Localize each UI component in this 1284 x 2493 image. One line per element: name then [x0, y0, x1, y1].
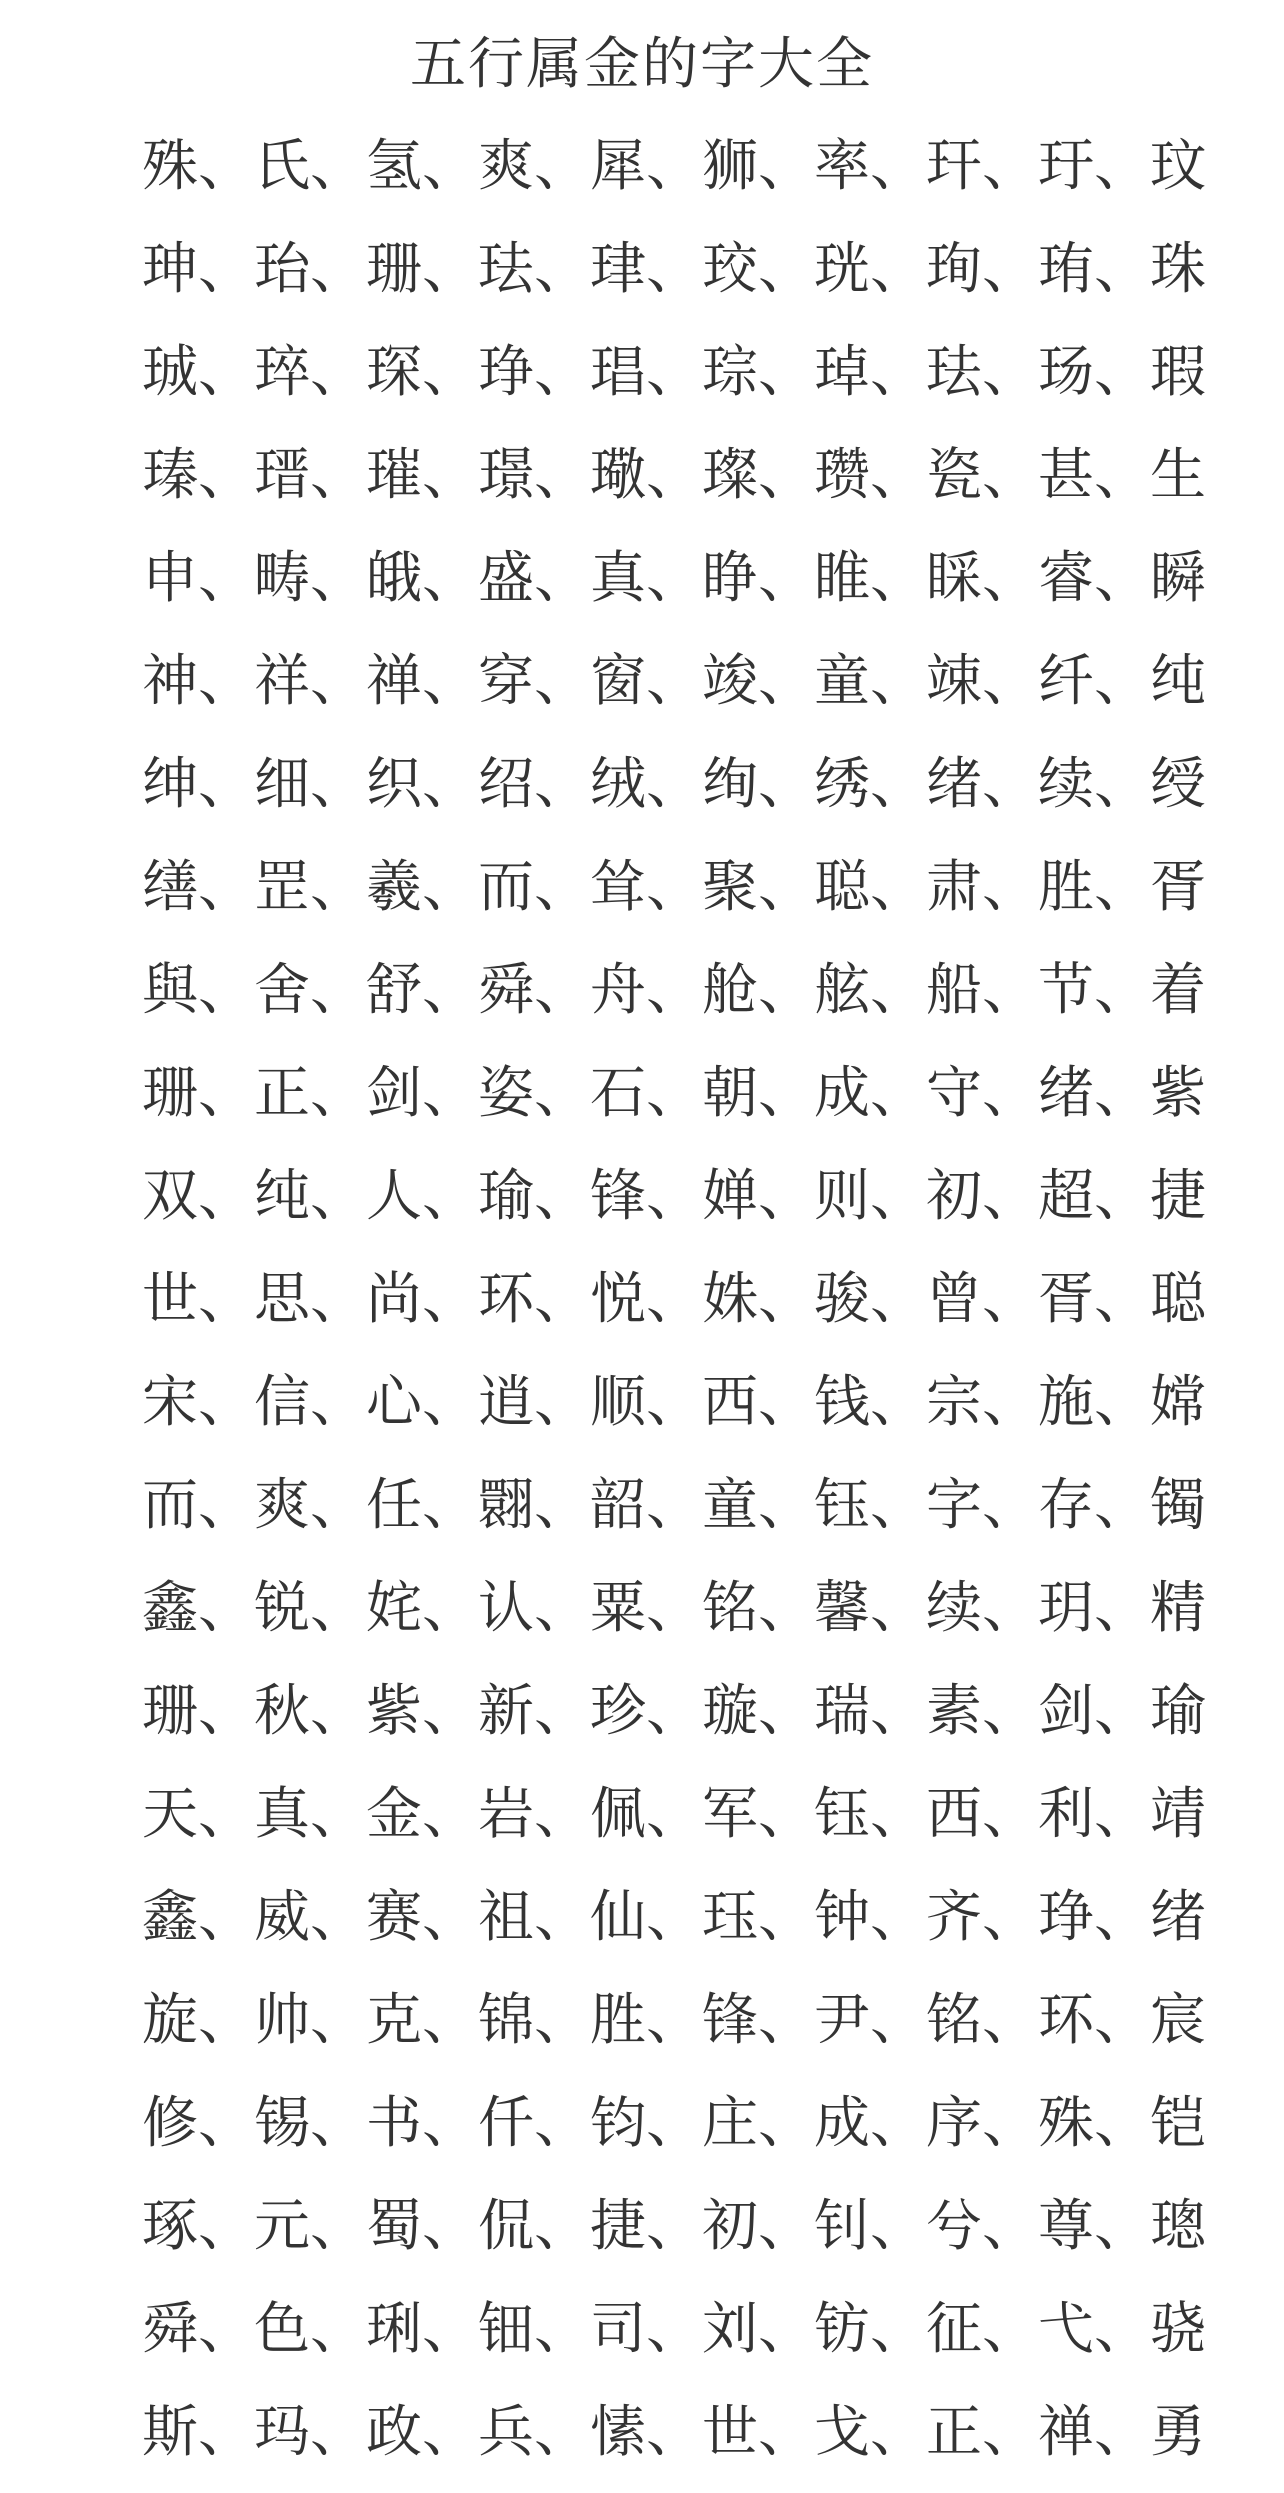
- character-item: 神、: [142, 649, 254, 714]
- character-row: [142, 2381, 1206, 2484]
- character-item: 绪: [1150, 1885, 1206, 1950]
- character-item: 绪、: [926, 752, 1038, 817]
- character-item: 玥、: [1038, 1576, 1150, 1641]
- character-item: 生: [1150, 443, 1206, 508]
- character-item: 骁: [1150, 2297, 1206, 2362]
- character-item: 耸、: [590, 855, 702, 920]
- character-item: 禅、: [1038, 2400, 1150, 2465]
- character-item: 瑨、: [254, 443, 366, 508]
- character-item: 聚、: [702, 855, 814, 920]
- character-item: 成、: [814, 2091, 926, 2156]
- character-item: 尚、: [366, 1267, 478, 1332]
- character-item: 竣、: [702, 649, 814, 714]
- character-item: 弋、: [1038, 2297, 1150, 2362]
- character-item: 珣、: [926, 237, 1038, 302]
- character-item: 禅、: [366, 649, 478, 714]
- character-item: 剑、: [1038, 1679, 1150, 1744]
- character-item: 思、: [254, 1267, 366, 1332]
- character-row: [142, 527, 1206, 630]
- character-item: 绶: [1150, 752, 1206, 817]
- character-item: 罡、: [254, 855, 366, 920]
- character-item: 胜、: [590, 1988, 702, 2053]
- character-item: 捷、: [590, 2194, 702, 2259]
- character-item: 守、: [926, 1061, 1038, 1126]
- character-item: 色、: [254, 2297, 366, 2362]
- character-item: 玛、: [254, 2400, 366, 2465]
- character-row: [142, 1351, 1206, 1454]
- character-row: [142, 2072, 1206, 2175]
- character-item: 骏、: [814, 1267, 926, 1332]
- character-row: [142, 733, 1206, 836]
- character-list: [142, 115, 1206, 2484]
- character-item: 宸: [1150, 1988, 1206, 2053]
- character-item: 绪、: [1038, 1061, 1150, 1126]
- character-item: 绒、: [590, 752, 702, 817]
- character-item: 宗、: [926, 1370, 1038, 1435]
- character-item: 初、: [702, 2194, 814, 2259]
- character-item: 竦、: [926, 649, 1038, 714]
- character-item: 琮、: [702, 340, 814, 405]
- character-item: 金、: [366, 1782, 478, 1847]
- character-item: 靖: [1150, 1782, 1206, 1847]
- character-item: 素、: [926, 1679, 1038, 1744]
- character-item: 胥: [1150, 855, 1206, 920]
- character-item: 聪、: [814, 855, 926, 920]
- character-item: 璨、: [702, 443, 814, 508]
- character-item: 侃、: [478, 2194, 590, 2259]
- character-item: 睢、: [814, 546, 926, 611]
- character-item: 珐、: [478, 237, 590, 302]
- character-item: 珆、: [254, 237, 366, 302]
- character-item: 仙、: [590, 1885, 702, 1950]
- character-item: 纯: [1150, 649, 1206, 714]
- character-item: 琍、: [366, 2297, 478, 2362]
- character-item: 睁、: [702, 546, 814, 611]
- character-item: 尹、: [814, 1988, 926, 2053]
- character-item: 爽、: [478, 134, 590, 199]
- character-item: 齐、: [926, 1885, 1038, 1950]
- character-item: 戈、: [814, 2400, 926, 2465]
- character-item: 申、: [142, 546, 254, 611]
- character-item: 兵、: [478, 2400, 590, 2465]
- character-item: 瞬: [1150, 546, 1206, 611]
- character-item: 肃、: [926, 855, 1038, 920]
- page-title: 五行属金的字大全: [410, 32, 874, 97]
- character-item: 韶、: [590, 1473, 702, 1538]
- character-item: 童、: [814, 649, 926, 714]
- character-item: 朝、: [702, 1061, 814, 1126]
- character-item: 愫、: [590, 2400, 702, 2465]
- character-item: 绅、: [142, 752, 254, 817]
- character-row: [142, 1763, 1206, 1866]
- character-item: 羲、: [366, 855, 478, 920]
- character-item: 利、: [1038, 1782, 1150, 1847]
- character-item: 珛、: [1038, 237, 1150, 302]
- character-item: 钧、: [590, 2091, 702, 2156]
- character-item: 着: [1150, 958, 1206, 1023]
- character-item: 环、: [478, 1267, 590, 1332]
- character-item: 克、: [366, 1988, 478, 2053]
- character-item: 认、: [478, 1576, 590, 1641]
- character-item: 琗、: [254, 340, 366, 405]
- character-item: 铭、: [926, 1988, 1038, 2053]
- character-item: 人、: [366, 1164, 478, 1229]
- character-row: [142, 1660, 1206, 1763]
- character-item: 珹、: [142, 340, 254, 405]
- character-item: 珐、: [926, 340, 1038, 405]
- character-item: 琤、: [478, 340, 590, 405]
- character-item: 胥、: [1038, 1267, 1150, 1332]
- character-row: [142, 115, 1206, 218]
- character-item: 珅、: [142, 237, 254, 302]
- character-item: 嫦: [1150, 1370, 1206, 1435]
- character-item: 双、: [142, 1164, 254, 1229]
- character-item: 续、: [1038, 752, 1150, 817]
- character-item: 锋、: [702, 1988, 814, 2053]
- character-item: 粟、: [590, 1576, 702, 1641]
- character-item: 穿、: [478, 649, 590, 714]
- character-item: 琛、: [366, 340, 478, 405]
- character-item: 绚、: [702, 752, 814, 817]
- character-item: 婵、: [702, 1164, 814, 1229]
- character-item: 织、: [366, 752, 478, 817]
- character-item: 正、: [254, 1061, 366, 1126]
- character-item: 舜、: [478, 958, 590, 1023]
- character-item: 胜、: [1038, 855, 1150, 920]
- character-item: 续、: [926, 1576, 1038, 1641]
- character-item: 心、: [366, 1370, 478, 1435]
- character-item: 珊、: [366, 237, 478, 302]
- character-item: 瑜: [1150, 1679, 1206, 1744]
- character-item: 刘、: [702, 2297, 814, 2362]
- character-item: 璟、: [478, 443, 590, 508]
- character-item: 细、: [254, 752, 366, 817]
- character-item: 钟、: [814, 1885, 926, 1950]
- character-item: 秋、: [254, 1679, 366, 1744]
- character-item: 睿、: [1038, 546, 1150, 611]
- character-item: 石、: [590, 1061, 702, 1126]
- character-item: 真、: [254, 1782, 366, 1847]
- character-item: 姹、: [366, 1576, 478, 1641]
- character-item: 钰、: [814, 1782, 926, 1847]
- character-item: 司、: [590, 2297, 702, 2362]
- character-item: 序、: [926, 2091, 1038, 2156]
- character-item: 纯、: [254, 1164, 366, 1229]
- character-item: 珖、: [814, 237, 926, 302]
- character-item: 环、: [1038, 1988, 1150, 2053]
- character-item: 西、: [926, 1782, 1038, 1847]
- character-item: 瑧、: [142, 443, 254, 508]
- character-item: 舱、: [702, 958, 814, 1023]
- character-item: 佩、: [590, 1782, 702, 1847]
- character-item: 修、: [142, 2091, 254, 2156]
- character-item: 率、: [814, 134, 926, 199]
- character-item: 铠: [1150, 2091, 1206, 2156]
- character-item: 政、: [366, 2400, 478, 2465]
- character-item: 甚、: [1038, 443, 1150, 508]
- character-item: 爽、: [254, 1473, 366, 1538]
- character-item: 姿、: [478, 1061, 590, 1126]
- character-item: 舍、: [254, 958, 366, 1023]
- character-item: 祥、: [254, 649, 366, 714]
- character-item: 缮、: [142, 855, 254, 920]
- character-item: 舜、: [142, 2297, 254, 2362]
- character-item: 玗、: [1038, 134, 1150, 199]
- character-item: 瑜、: [478, 1164, 590, 1229]
- character-item: 镯: [1150, 1473, 1206, 1538]
- character-row: [142, 1969, 1206, 2072]
- character-item: 旋、: [142, 1988, 254, 2053]
- character-item: 钰、: [814, 1473, 926, 1538]
- character-row: [142, 2278, 1206, 2381]
- character-item: 舒、: [366, 958, 478, 1023]
- character-item: 锐、: [254, 1576, 366, 1641]
- character-item: 威、: [254, 1885, 366, 1950]
- character-item: 钊、: [814, 2194, 926, 2259]
- character-item: 兮、: [926, 2194, 1038, 2259]
- character-item: 紫、: [366, 1679, 478, 1744]
- character-item: 帅、: [254, 1988, 366, 2053]
- character-item: 珊、: [142, 1061, 254, 1126]
- character-item: 正、: [926, 2400, 1038, 2465]
- character-item: 殊、: [142, 134, 254, 199]
- character-item: 则、: [814, 1164, 926, 1229]
- character-item: 尊、: [1038, 2194, 1150, 2259]
- character-row: [142, 1145, 1206, 1248]
- character-item: 童、: [702, 1473, 814, 1538]
- character-item: 钫、: [814, 2297, 926, 2362]
- character-item: 勇: [1150, 2400, 1206, 2465]
- character-item: 纤、: [1038, 649, 1150, 714]
- character-item: 初、: [926, 1164, 1038, 1229]
- character-row: [142, 630, 1206, 733]
- character-item: 皒、: [366, 546, 478, 611]
- character-item: 真、: [590, 546, 702, 611]
- character-item: 施、: [1038, 1370, 1150, 1435]
- character-item: 剑、: [366, 1061, 478, 1126]
- character-item: 书、: [366, 2091, 478, 2156]
- character-item: 世、: [142, 1267, 254, 1332]
- character-item: 窗、: [590, 649, 702, 714]
- character-item: 殊、: [1038, 2091, 1150, 2156]
- character-item: 犀、: [590, 134, 702, 199]
- character-row: [142, 836, 1206, 939]
- character-item: 馨、: [814, 1576, 926, 1641]
- character-item: 珠: [1150, 237, 1206, 302]
- character-item: 字、: [926, 1473, 1038, 1538]
- character-item: 璥、: [590, 443, 702, 508]
- character-item: 铭、: [702, 1576, 814, 1641]
- character-item: 赛、: [366, 1885, 478, 1950]
- character-item: 曾、: [926, 1267, 1038, 1332]
- character-item: 逍、: [478, 1370, 590, 1435]
- character-item: 斯、: [142, 2400, 254, 2465]
- character-item: 锡、: [254, 2091, 366, 2156]
- character-item: 姝、: [702, 1267, 814, 1332]
- character-row: [142, 939, 1206, 1042]
- character-item: 紫: [1150, 1061, 1206, 1126]
- character-item: 氏、: [254, 134, 366, 199]
- character-item: 钱、: [814, 1370, 926, 1435]
- character-item: 西、: [702, 1370, 814, 1435]
- character-item: 顺、: [590, 1370, 702, 1435]
- character-item: 珊、: [142, 1679, 254, 1744]
- character-item: 精: [1150, 1576, 1206, 1641]
- character-item: 舟、: [590, 958, 702, 1023]
- character-item: 钿、: [478, 2297, 590, 2362]
- character-item: 珍、: [590, 1679, 702, 1744]
- character-item: 庄、: [702, 2091, 814, 2156]
- character-item: 玟: [1150, 134, 1206, 199]
- character-item: 瑕: [1150, 340, 1206, 405]
- character-item: 元、: [254, 2194, 366, 2259]
- character-item: 玚、: [1038, 340, 1150, 405]
- character-item: 畴、: [254, 546, 366, 611]
- character-item: 岩、: [478, 1782, 590, 1847]
- character-item: 蜀、: [366, 2194, 478, 2259]
- character-item: 成、: [814, 1061, 926, 1126]
- character-row: [142, 1454, 1206, 1557]
- character-item: 琩、: [590, 340, 702, 405]
- character-item: 祖、: [478, 1885, 590, 1950]
- character-item: 狮、: [702, 134, 814, 199]
- character-item: 盛、: [478, 546, 590, 611]
- character-item: 聪: [1150, 1267, 1206, 1332]
- character-item: 琤、: [1038, 1885, 1150, 1950]
- character-item: 瓒、: [814, 443, 926, 508]
- character-row: [142, 1042, 1206, 1145]
- character-item: 船、: [926, 958, 1038, 1023]
- character-item: 悦、: [590, 1267, 702, 1332]
- character-item: 鑫、: [142, 1885, 254, 1950]
- character-item: 珓、: [702, 237, 814, 302]
- character-item: 征、: [926, 2297, 1038, 2362]
- character-item: 锋、: [590, 1164, 702, 1229]
- character-item: 绍、: [478, 752, 590, 817]
- character-item: 绣、: [814, 752, 926, 817]
- character-item: 而、: [478, 855, 590, 920]
- character-item: 舷、: [814, 958, 926, 1023]
- character-item: 琢、: [142, 2194, 254, 2259]
- character-item: 瓷、: [926, 443, 1038, 508]
- character-item: 璁: [1150, 2194, 1206, 2259]
- character-item: 天、: [142, 1782, 254, 1847]
- character-item: 璇、: [702, 1679, 814, 1744]
- character-item: 节、: [1038, 958, 1150, 1023]
- character-item: 珒、: [590, 237, 702, 302]
- character-row: [142, 1557, 1206, 1660]
- character-row: [142, 218, 1206, 321]
- character-item: 鑫、: [142, 1576, 254, 1641]
- character-item: 玕、: [926, 134, 1038, 199]
- character-item: 军、: [702, 1782, 814, 1847]
- character-item: 而、: [142, 1473, 254, 1538]
- character-item: 宋、: [142, 1370, 254, 1435]
- character-item: 睬、: [926, 546, 1038, 611]
- character-item: 捷: [1150, 1164, 1206, 1229]
- character-item: 信、: [254, 1370, 366, 1435]
- character-item: 翾、: [478, 1473, 590, 1538]
- character-item: 锦、: [478, 1988, 590, 2053]
- character-row: [142, 1248, 1206, 1351]
- character-row: [142, 2175, 1206, 2278]
- character-item: 任、: [366, 1473, 478, 1538]
- character-item: 璀、: [366, 443, 478, 508]
- character-item: 氢、: [366, 134, 478, 199]
- character-row: [142, 1866, 1206, 1969]
- character-item: 瑞、: [814, 1679, 926, 1744]
- character-row: [142, 321, 1206, 424]
- character-item: 超、: [1038, 1164, 1150, 1229]
- character-item: 新、: [478, 1679, 590, 1744]
- character-row: [142, 424, 1206, 527]
- character-item: 世、: [702, 2400, 814, 2465]
- character-item: 存、: [1038, 1473, 1150, 1538]
- character-item: 珏、: [702, 1885, 814, 1950]
- character-item: 仟、: [478, 2091, 590, 2156]
- character-item: 琸、: [814, 340, 926, 405]
- character-item: 與、: [142, 958, 254, 1023]
